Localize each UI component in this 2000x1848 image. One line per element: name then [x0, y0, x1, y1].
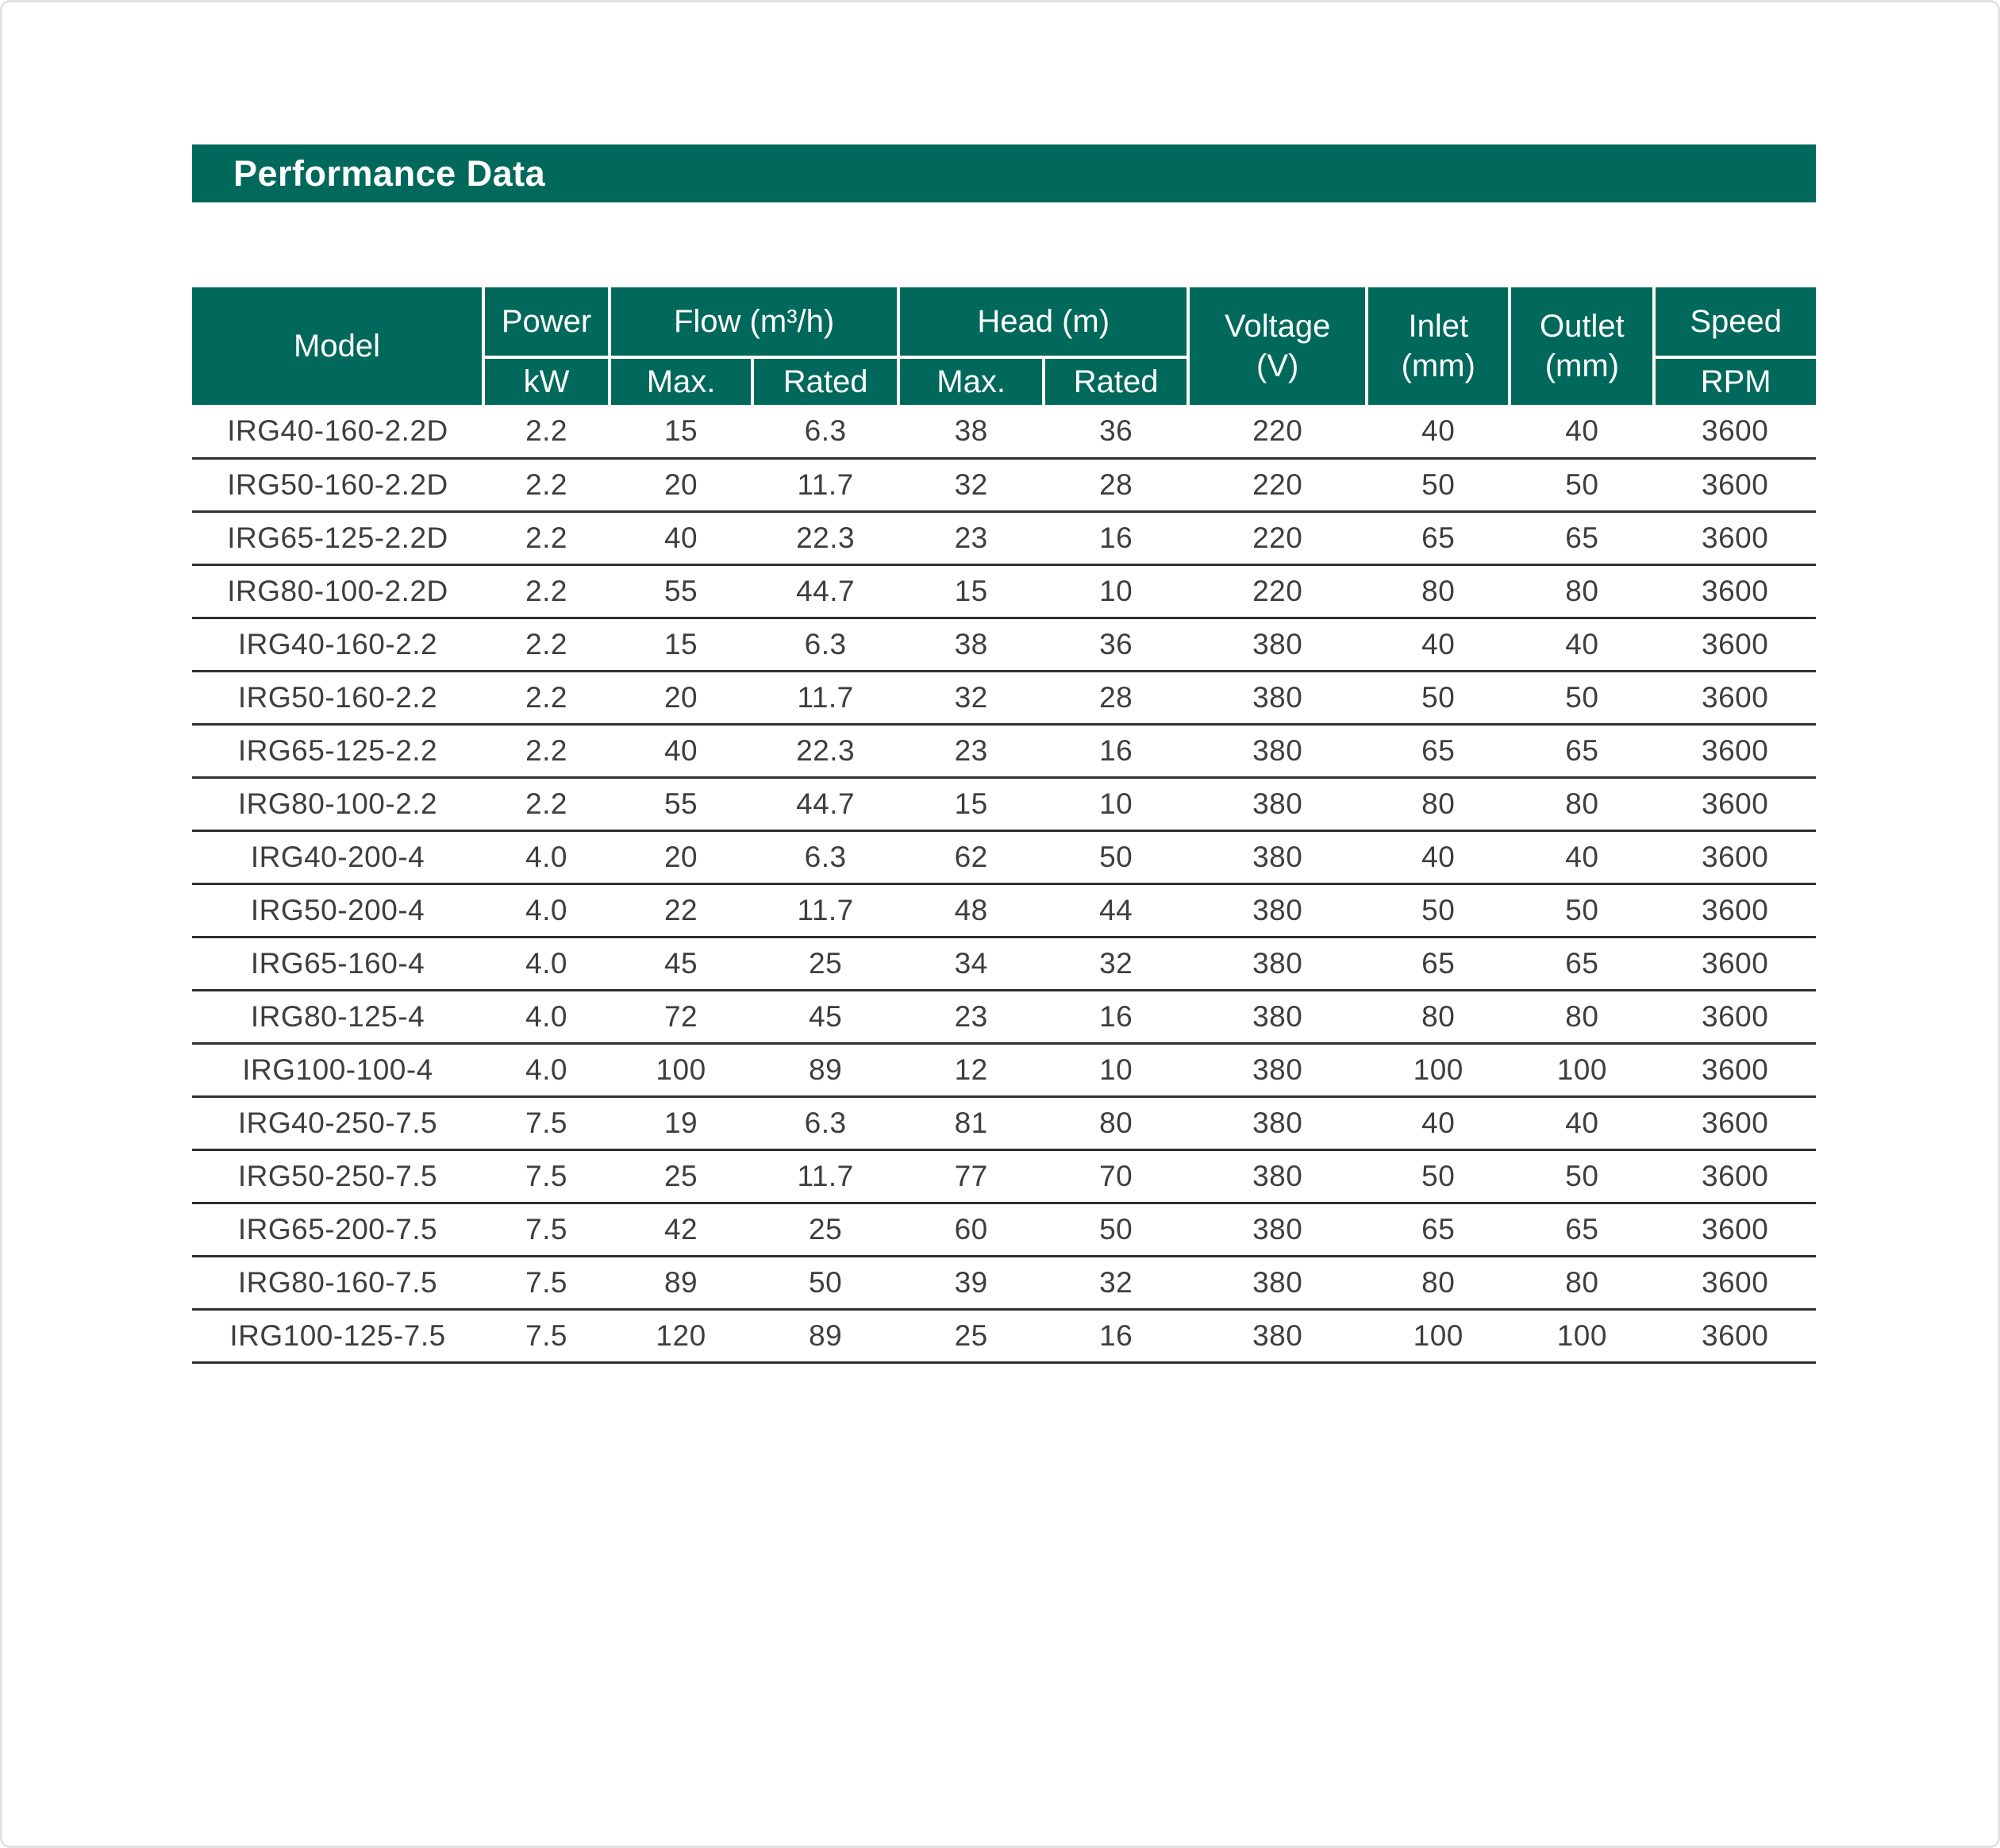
cell-head_rated: 10	[1044, 1043, 1188, 1096]
cell-speed_rpm: 3600	[1654, 884, 1816, 937]
performance-table	[192, 287, 1816, 1364]
cell-flow_max: 100	[610, 1043, 752, 1096]
cell-head_rated: 80	[1044, 1096, 1188, 1149]
cell-head_max: 23	[898, 511, 1044, 564]
table-row	[192, 1256, 1816, 1309]
cell-outlet_mm: 40	[1510, 618, 1654, 671]
cell-flow_max: 55	[610, 777, 752, 830]
col-header-inlet-unit: (mm)	[1401, 348, 1475, 383]
cell-flow_max: 120	[610, 1309, 752, 1362]
col-header-head: Head (m)	[898, 287, 1188, 357]
cell-head_max: 48	[898, 884, 1044, 937]
table-body	[192, 405, 1816, 1362]
cell-outlet_mm: 40	[1510, 405, 1654, 458]
cell-speed_rpm: 3600	[1654, 618, 1816, 671]
cell-inlet_mm: 65	[1367, 511, 1510, 564]
cell-head_max: 38	[898, 405, 1044, 458]
cell-model: IRG80-160-7.5	[192, 1256, 483, 1309]
cell-inlet_mm: 100	[1367, 1309, 1510, 1362]
cell-speed_rpm: 3600	[1654, 1096, 1816, 1149]
cell-head_rated: 32	[1044, 1256, 1188, 1309]
cell-model: IRG50-200-4	[192, 884, 483, 937]
cell-inlet_mm: 40	[1367, 405, 1510, 458]
col-header-speed-unit: RPM	[1654, 357, 1816, 405]
table-row	[192, 884, 1816, 937]
col-header-outlet-label: Outlet	[1539, 309, 1625, 344]
cell-outlet_mm: 50	[1510, 884, 1654, 937]
section-title-bar	[192, 144, 1816, 202]
cell-voltage_v: 380	[1188, 884, 1367, 937]
cell-model: IRG100-125-7.5	[192, 1309, 483, 1362]
col-header-head-rated: Rated	[1044, 357, 1188, 405]
cell-power_kw: 2.2	[483, 777, 610, 830]
cell-flow_max: 72	[610, 990, 752, 1043]
cell-model: IRG40-200-4	[192, 830, 483, 884]
cell-head_rated: 32	[1044, 937, 1188, 990]
col-header-head-max: Max.	[898, 357, 1044, 405]
cell-speed_rpm: 3600	[1654, 1256, 1816, 1309]
col-header-model: Model	[192, 287, 483, 405]
cell-inlet_mm: 80	[1367, 564, 1510, 618]
cell-power_kw: 7.5	[483, 1309, 610, 1362]
table-row	[192, 990, 1816, 1043]
table-header	[192, 287, 1816, 405]
table-row	[192, 618, 1816, 671]
cell-voltage_v: 220	[1188, 511, 1367, 564]
cell-voltage_v: 380	[1188, 1043, 1367, 1096]
cell-flow_max: 15	[610, 405, 752, 458]
cell-flow_max: 19	[610, 1096, 752, 1149]
table-row	[192, 458, 1816, 511]
table-row	[192, 777, 1816, 830]
cell-flow_max: 25	[610, 1149, 752, 1203]
cell-head_max: 38	[898, 618, 1044, 671]
cell-flow_rated: 45	[752, 990, 898, 1043]
cell-voltage_v: 380	[1188, 990, 1367, 1043]
cell-flow_rated: 89	[752, 1043, 898, 1096]
col-header-flow: Flow (m³/h)	[610, 287, 898, 357]
cell-power_kw: 7.5	[483, 1149, 610, 1203]
cell-voltage_v: 380	[1188, 1096, 1367, 1149]
table-row	[192, 724, 1816, 777]
cell-head_rated: 10	[1044, 777, 1188, 830]
cell-inlet_mm: 80	[1367, 990, 1510, 1043]
cell-head_max: 25	[898, 1309, 1044, 1362]
cell-head_max: 15	[898, 564, 1044, 618]
performance-table-container	[192, 287, 1816, 1364]
cell-model: IRG100-100-4	[192, 1043, 483, 1096]
table-row	[192, 1203, 1816, 1256]
cell-power_kw: 2.2	[483, 671, 610, 724]
col-header-speed: Speed	[1654, 287, 1816, 357]
cell-speed_rpm: 3600	[1654, 671, 1816, 724]
cell-power_kw: 4.0	[483, 990, 610, 1043]
cell-head_rated: 36	[1044, 618, 1188, 671]
cell-outlet_mm: 80	[1510, 990, 1654, 1043]
table-row	[192, 405, 1816, 458]
cell-outlet_mm: 40	[1510, 830, 1654, 884]
cell-power_kw: 7.5	[483, 1203, 610, 1256]
cell-inlet_mm: 80	[1367, 1256, 1510, 1309]
cell-flow_rated: 11.7	[752, 1149, 898, 1203]
cell-flow_rated: 22.3	[752, 724, 898, 777]
col-header-voltage	[1188, 287, 1367, 405]
cell-head_max: 60	[898, 1203, 1044, 1256]
table-row	[192, 830, 1816, 884]
col-header-voltage-unit: (V)	[1256, 348, 1299, 383]
cell-flow_rated: 6.3	[752, 405, 898, 458]
cell-head_max: 77	[898, 1149, 1044, 1203]
cell-flow_rated: 11.7	[752, 671, 898, 724]
cell-head_rated: 36	[1044, 405, 1188, 458]
cell-head_max: 32	[898, 671, 1044, 724]
cell-inlet_mm: 65	[1367, 937, 1510, 990]
cell-outlet_mm: 50	[1510, 671, 1654, 724]
cell-flow_max: 89	[610, 1256, 752, 1309]
cell-outlet_mm: 80	[1510, 564, 1654, 618]
cell-flow_max: 22	[610, 884, 752, 937]
cell-head_max: 34	[898, 937, 1044, 990]
cell-flow_rated: 44.7	[752, 564, 898, 618]
cell-model: IRG65-200-7.5	[192, 1203, 483, 1256]
cell-head_max: 23	[898, 724, 1044, 777]
cell-voltage_v: 220	[1188, 458, 1367, 511]
cell-outlet_mm: 65	[1510, 937, 1654, 990]
cell-head_rated: 16	[1044, 511, 1188, 564]
cell-flow_rated: 6.3	[752, 830, 898, 884]
cell-head_max: 23	[898, 990, 1044, 1043]
cell-power_kw: 2.2	[483, 618, 610, 671]
cell-head_rated: 16	[1044, 724, 1188, 777]
table-row	[192, 564, 1816, 618]
cell-head_rated: 28	[1044, 671, 1188, 724]
cell-voltage_v: 220	[1188, 405, 1367, 458]
cell-flow_rated: 44.7	[752, 777, 898, 830]
col-header-inlet	[1367, 287, 1510, 405]
cell-outlet_mm: 50	[1510, 1149, 1654, 1203]
cell-voltage_v: 380	[1188, 618, 1367, 671]
col-header-flow-rated: Rated	[752, 357, 898, 405]
section-title: Performance Data	[233, 152, 546, 194]
cell-voltage_v: 380	[1188, 937, 1367, 990]
col-header-outlet-unit: (mm)	[1544, 348, 1619, 383]
cell-flow_rated: 22.3	[752, 511, 898, 564]
cell-head_max: 15	[898, 777, 1044, 830]
cell-outlet_mm: 65	[1510, 511, 1654, 564]
cell-speed_rpm: 3600	[1654, 1203, 1816, 1256]
cell-model: IRG40-250-7.5	[192, 1096, 483, 1149]
cell-flow_max: 40	[610, 724, 752, 777]
cell-flow_max: 20	[610, 458, 752, 511]
cell-power_kw: 2.2	[483, 405, 610, 458]
cell-power_kw: 2.2	[483, 724, 610, 777]
cell-head_max: 32	[898, 458, 1044, 511]
cell-model: IRG50-160-2.2D	[192, 458, 483, 511]
cell-power_kw: 4.0	[483, 937, 610, 990]
cell-model: IRG65-125-2.2	[192, 724, 483, 777]
cell-inlet_mm: 65	[1367, 1203, 1510, 1256]
cell-speed_rpm: 3600	[1654, 724, 1816, 777]
cell-model: IRG80-100-2.2	[192, 777, 483, 830]
cell-model: IRG50-160-2.2	[192, 671, 483, 724]
cell-inlet_mm: 50	[1367, 1149, 1510, 1203]
cell-model: IRG50-250-7.5	[192, 1149, 483, 1203]
cell-head_rated: 50	[1044, 830, 1188, 884]
cell-inlet_mm: 50	[1367, 884, 1510, 937]
cell-flow_rated: 6.3	[752, 618, 898, 671]
cell-speed_rpm: 3600	[1654, 830, 1816, 884]
cell-flow_rated: 50	[752, 1256, 898, 1309]
cell-head_max: 12	[898, 1043, 1044, 1096]
cell-flow_rated: 25	[752, 1203, 898, 1256]
cell-voltage_v: 380	[1188, 1309, 1367, 1362]
table-row	[192, 1149, 1816, 1203]
cell-voltage_v: 220	[1188, 564, 1367, 618]
cell-speed_rpm: 3600	[1654, 564, 1816, 618]
cell-flow_rated: 11.7	[752, 458, 898, 511]
table-row	[192, 937, 1816, 990]
cell-voltage_v: 380	[1188, 1256, 1367, 1309]
cell-head_max: 62	[898, 830, 1044, 884]
cell-inlet_mm: 100	[1367, 1043, 1510, 1096]
cell-power_kw: 2.2	[483, 564, 610, 618]
cell-flow_rated: 6.3	[752, 1096, 898, 1149]
cell-inlet_mm: 80	[1367, 777, 1510, 830]
cell-flow_max: 20	[610, 671, 752, 724]
cell-speed_rpm: 3600	[1654, 511, 1816, 564]
cell-model: IRG80-125-4	[192, 990, 483, 1043]
cell-model: IRG80-100-2.2D	[192, 564, 483, 618]
cell-outlet_mm: 100	[1510, 1309, 1654, 1362]
cell-speed_rpm: 3600	[1654, 405, 1816, 458]
cell-flow_max: 45	[610, 937, 752, 990]
col-header-voltage-label: Voltage	[1224, 309, 1331, 344]
cell-outlet_mm: 80	[1510, 777, 1654, 830]
cell-power_kw: 7.5	[483, 1256, 610, 1309]
cell-power_kw: 4.0	[483, 1043, 610, 1096]
cell-inlet_mm: 50	[1367, 671, 1510, 724]
cell-outlet_mm: 40	[1510, 1096, 1654, 1149]
table-row	[192, 1096, 1816, 1149]
cell-voltage_v: 380	[1188, 830, 1367, 884]
cell-voltage_v: 380	[1188, 1149, 1367, 1203]
cell-power_kw: 2.2	[483, 458, 610, 511]
cell-inlet_mm: 40	[1367, 830, 1510, 884]
cell-head_rated: 28	[1044, 458, 1188, 511]
cell-flow_max: 40	[610, 511, 752, 564]
cell-outlet_mm: 65	[1510, 1203, 1654, 1256]
cell-flow_max: 15	[610, 618, 752, 671]
cell-power_kw: 7.5	[483, 1096, 610, 1149]
cell-flow_rated: 89	[752, 1309, 898, 1362]
cell-flow_max: 55	[610, 564, 752, 618]
cell-speed_rpm: 3600	[1654, 1043, 1816, 1096]
cell-model: IRG40-160-2.2	[192, 618, 483, 671]
table-row	[192, 1309, 1816, 1362]
cell-speed_rpm: 3600	[1654, 458, 1816, 511]
table-row	[192, 511, 1816, 564]
cell-inlet_mm: 40	[1367, 1096, 1510, 1149]
col-header-power-unit: kW	[483, 357, 610, 405]
cell-inlet_mm: 40	[1367, 618, 1510, 671]
cell-flow_max: 20	[610, 830, 752, 884]
cell-speed_rpm: 3600	[1654, 1309, 1816, 1362]
cell-voltage_v: 380	[1188, 1203, 1367, 1256]
cell-voltage_v: 380	[1188, 724, 1367, 777]
table-row	[192, 671, 1816, 724]
cell-inlet_mm: 50	[1367, 458, 1510, 511]
cell-power_kw: 4.0	[483, 830, 610, 884]
cell-speed_rpm: 3600	[1654, 937, 1816, 990]
cell-head_rated: 70	[1044, 1149, 1188, 1203]
cell-speed_rpm: 3600	[1654, 777, 1816, 830]
cell-speed_rpm: 3600	[1654, 990, 1816, 1043]
cell-inlet_mm: 65	[1367, 724, 1510, 777]
cell-model: IRG40-160-2.2D	[192, 405, 483, 458]
cell-voltage_v: 380	[1188, 777, 1367, 830]
cell-flow_max: 42	[610, 1203, 752, 1256]
cell-head_rated: 50	[1044, 1203, 1188, 1256]
cell-flow_rated: 11.7	[752, 884, 898, 937]
cell-head_rated: 10	[1044, 564, 1188, 618]
cell-outlet_mm: 65	[1510, 724, 1654, 777]
cell-voltage_v: 380	[1188, 671, 1367, 724]
cell-model: IRG65-125-2.2D	[192, 511, 483, 564]
cell-power_kw: 2.2	[483, 511, 610, 564]
cell-head_rated: 44	[1044, 884, 1188, 937]
cell-speed_rpm: 3600	[1654, 1149, 1816, 1203]
col-header-power: Power	[483, 287, 610, 357]
cell-model: IRG65-160-4	[192, 937, 483, 990]
cell-flow_rated: 25	[752, 937, 898, 990]
col-header-outlet	[1510, 287, 1654, 405]
cell-head_rated: 16	[1044, 990, 1188, 1043]
cell-outlet_mm: 80	[1510, 1256, 1654, 1309]
col-header-flow-max: Max.	[610, 357, 752, 405]
cell-outlet_mm: 50	[1510, 458, 1654, 511]
cell-outlet_mm: 100	[1510, 1043, 1654, 1096]
table-row	[192, 1043, 1816, 1096]
cell-head_max: 39	[898, 1256, 1044, 1309]
cell-head_max: 81	[898, 1096, 1044, 1149]
cell-head_rated: 16	[1044, 1309, 1188, 1362]
col-header-inlet-label: Inlet	[1408, 309, 1469, 344]
cell-power_kw: 4.0	[483, 884, 610, 937]
